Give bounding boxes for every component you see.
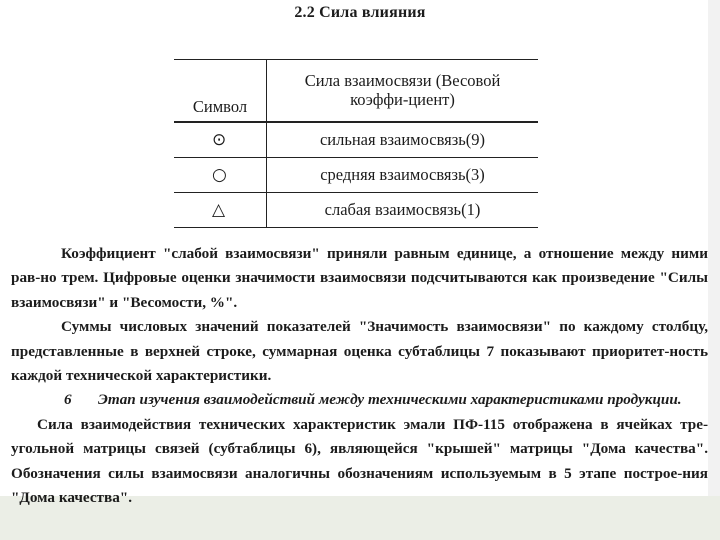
step-number: 6 xyxy=(64,391,72,409)
paragraph: Сила взаимодействия технических характеристик эмали ПФ-115 отображена в ячейках тре-угольной матрицы связей (субтаблицы 6), являющейся "крышей" матрицы "Дома качества". Обозначения силы взаимосвязи аналогичны обозначениям используемым в 5 этапе построе-ния "Дома качества". xyxy=(11,415,708,507)
scrollbar[interactable] xyxy=(708,0,720,496)
paragraph: Коэффициент "слабой взаимосвязи" приняли равным единице, а отношение между ними рав-но трем. Цифровые оценки значимости взаимосвязи подсчитываются как произведение "Силы взаимосвязи" и "Весомости, %". xyxy=(11,245,708,311)
strength-label: средняя взаимосвязь(3) xyxy=(267,158,539,193)
header-symbol: Символ xyxy=(174,60,267,123)
table-header-row xyxy=(174,60,538,123)
strength-label: сильная взаимосвязь(9) xyxy=(267,122,539,158)
influence-strength-table xyxy=(174,59,538,228)
table-row xyxy=(174,158,538,193)
section-title: 2.2 Сила влияния xyxy=(294,4,426,21)
table-row xyxy=(174,193,538,228)
header-strength-text: Сила взаимосвязи (Весовой коэффи-циент) xyxy=(304,70,501,109)
table-row xyxy=(174,122,538,158)
triangle-icon: △ xyxy=(212,200,226,220)
strength-label: слабая взаимосвязь(1) xyxy=(267,193,539,228)
header-strength xyxy=(267,60,539,123)
dot-circle-icon: ⊙ xyxy=(212,130,227,150)
body-text xyxy=(11,242,708,510)
circle-icon: ○ xyxy=(212,165,227,185)
paragraph: Суммы числовых значений показателей "Значимость взаимосвязи" по каждому столбцу, представленные в верхней строке, суммарная оценка субтаблицы 7 показывают приоритет-ность каждой технической характеристики. xyxy=(11,318,708,385)
step-heading xyxy=(11,388,708,412)
step-title: Этап изучения взаимодействий между техническими характеристиками продукции. xyxy=(98,391,682,409)
